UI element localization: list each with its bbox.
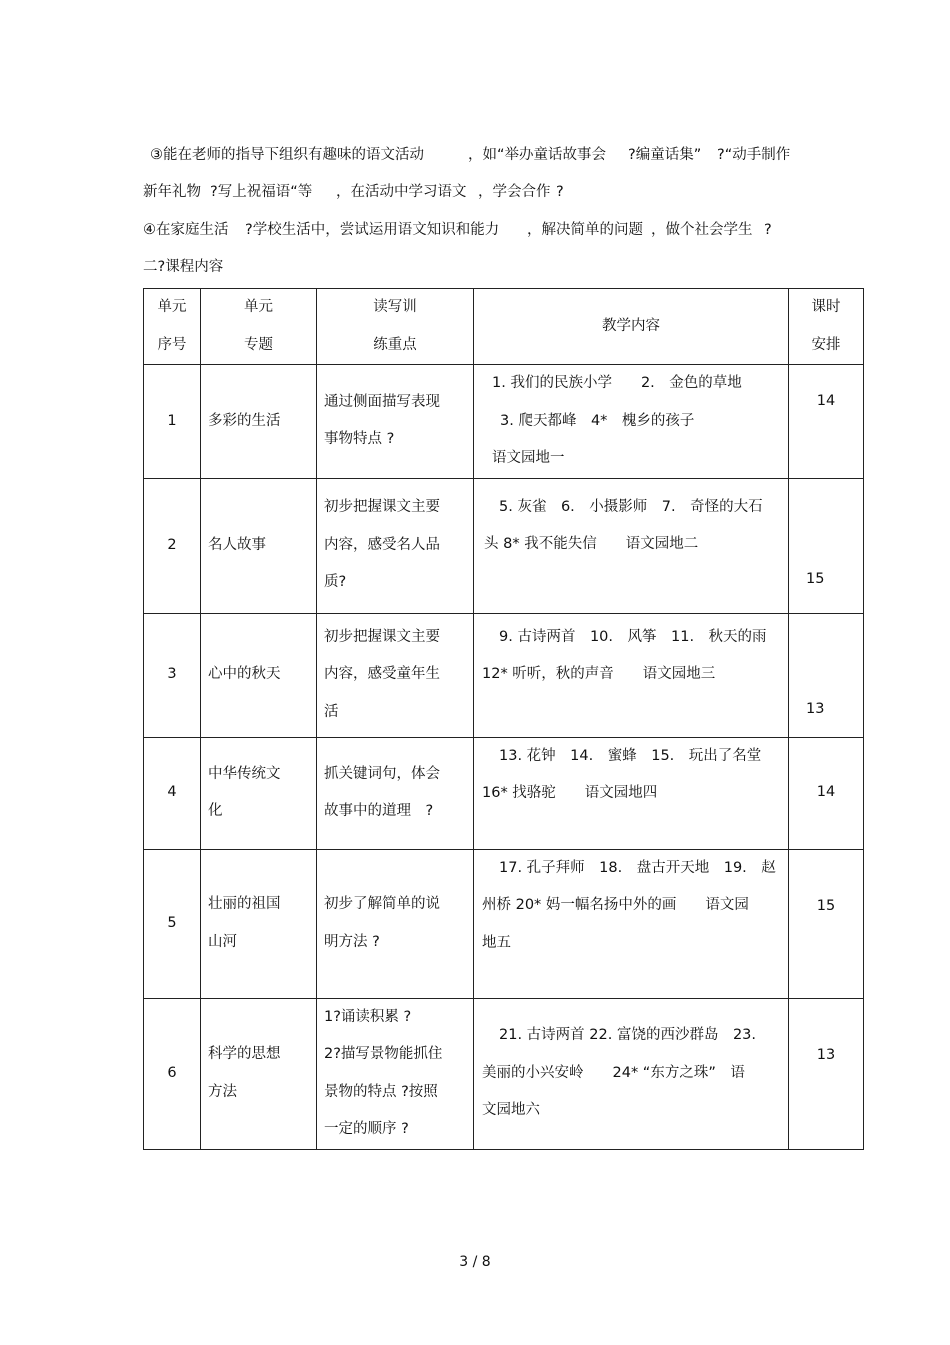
unit-no-cell: 5 <box>144 849 201 998</box>
unit-topic-cell: 心中的秋天 <box>201 613 317 737</box>
para-seg: ?写上祝福语“等 <box>210 184 313 200</box>
content-cell: 5. 灰雀 6. 小摄影师 7. 奇怪的大石 头 8* 我不能失信 语文园地二 <box>474 478 789 613</box>
para-seg: ?编童话集” <box>628 147 702 163</box>
page-number: 3 / 8 <box>459 1254 491 1270</box>
header-focus: 读写训 练重点 <box>317 289 474 365</box>
hours-cell <box>789 365 864 479</box>
para-seg: ? <box>764 222 772 238</box>
hours-cell <box>789 849 864 998</box>
hours-value: 13 <box>816 1046 836 1063</box>
unit-no-cell: 6 <box>144 998 201 1149</box>
para-seg: ，解决简单的问题 <box>527 222 643 238</box>
para-seg: ，在活动中学习语文 <box>336 184 467 200</box>
hours-cell <box>789 478 864 613</box>
unit-no-cell: 4 <box>144 737 201 849</box>
para-seg: ，如“举办童话故事会 <box>468 147 607 163</box>
table-row <box>144 365 864 479</box>
content-cell: 21. 古诗两首 22. 富饶的西沙群岛 23. 美丽的小兴安岭 24* “东方之珠” 语 文园地六 <box>474 998 789 1149</box>
content-cell: 17. 孔子拜师 18. 盘古开天地 19. 赵 州桥 20* 妈一幅名扬中外的画 语文园 地五 <box>474 849 789 998</box>
para-seg: ，学会合作 <box>478 184 551 200</box>
table-row <box>144 613 864 737</box>
focus-cell: 1?诵读积累 ? 2?描写景物能抓住 景物的特点 ?按照 一定的顺序 ? <box>317 998 474 1149</box>
hours-value: 13 <box>806 701 825 717</box>
course-content-table <box>143 288 864 1150</box>
para-seg: 新年礼物 <box>143 184 201 200</box>
hours-value: 15 <box>806 571 825 587</box>
hours-cell <box>789 998 864 1149</box>
content-cell: 9. 古诗两首 10. 风筝 11. 秋天的雨 12* 听听，秋的声音 语文园地三 <box>474 613 789 737</box>
unit-no-cell: 3 <box>144 613 201 737</box>
table-row <box>144 478 864 613</box>
focus-cell: 通过侧面描写表现 事物特点 ? <box>317 365 474 479</box>
para-seg: ? <box>556 184 564 200</box>
para-seg: 二?课程内容 <box>143 259 224 275</box>
hours-value: 14 <box>816 393 836 409</box>
header-unit-no: 单元 序号 <box>144 289 201 365</box>
hours-value: 14 <box>816 784 836 801</box>
unit-no-cell: 2 <box>144 478 201 613</box>
table-row <box>144 998 864 1149</box>
unit-topic-cell: 多彩的生活 <box>201 365 317 479</box>
header-hours: 课时 安排 <box>789 289 864 365</box>
hours-cell <box>789 613 864 737</box>
unit-no-cell: 1 <box>144 365 201 479</box>
unit-topic-cell: 科学的思想 方法 <box>201 998 317 1149</box>
para-seg: ?“动手制作 <box>717 147 791 163</box>
table-row <box>144 849 864 998</box>
hours-cell <box>789 737 864 849</box>
para-seg: ，做个社会学生 <box>651 222 753 238</box>
hours-value: 15 <box>816 897 836 914</box>
unit-topic-cell: 名人故事 <box>201 478 317 613</box>
table-row <box>144 737 864 849</box>
para-seg: ?学校生活中，尝试运用语文知识和能力 <box>245 222 500 238</box>
content-cell: 1. 我们的民族小学 2. 金色的草地 3. 爬天都峰 4* 槐乡的孩子 语文园地一 <box>474 365 789 479</box>
header-content: 教学内容 <box>474 289 789 365</box>
content-cell: 13. 花钟 14. 蜜蜂 15. 玩出了名堂 16* 找骆驼 语文园地四 <box>474 737 789 849</box>
unit-topic-cell: 壮丽的祖国 山河 <box>201 849 317 998</box>
focus-cell: 初步了解简单的说 明方法 ? <box>317 849 474 998</box>
header-unit-topic: 单元 专题 <box>201 289 317 365</box>
para-seg: ④在家庭生活 <box>143 222 229 238</box>
focus-cell: 初步把握课文主要 内容，感受名人品 质? <box>317 478 474 613</box>
table-header-row <box>144 289 864 365</box>
focus-cell: 初步把握课文主要 内容，感受童年生 活 <box>317 613 474 737</box>
unit-topic-cell: 中华传统文 化 <box>201 737 317 849</box>
focus-cell: 抓关键词句，体会 故事中的道理 ? <box>317 737 474 849</box>
para-seg: ③能在老师的指导下组织有趣味的语文活动 <box>150 147 424 163</box>
